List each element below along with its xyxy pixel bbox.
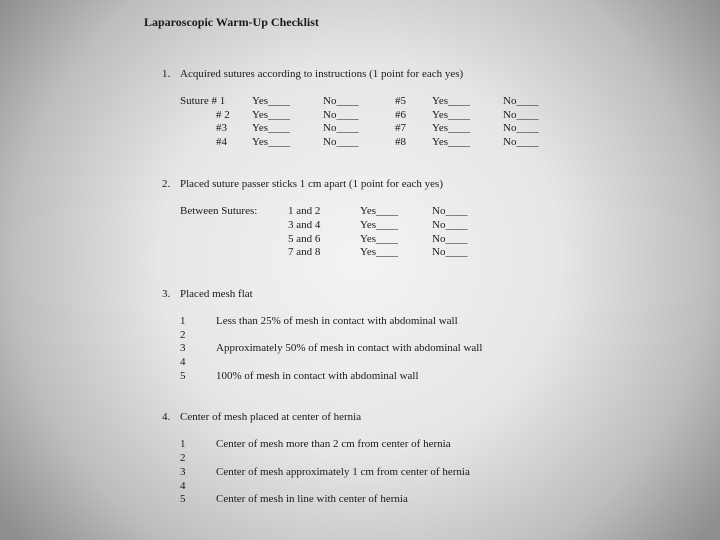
q1-row2-left-label: # 2 xyxy=(216,109,230,121)
q1-row2-left-yes: Yes____ xyxy=(252,109,291,121)
q4-item5-desc: Center of mesh in line with center of hernia xyxy=(216,493,408,505)
q2-row2-yes: Yes____ xyxy=(360,219,399,231)
q2-row2-pair: 3 and 4 xyxy=(288,219,321,231)
q3-item5-score: 5 xyxy=(180,370,186,382)
q1-row2-left-no: No____ xyxy=(323,109,359,121)
q1-row2-right-no: No____ xyxy=(503,109,539,121)
q4-item1-desc: Center of mesh more than 2 cm from center of hernia xyxy=(216,438,451,450)
q2-row2-no: No____ xyxy=(432,219,468,231)
q1-row3-right-no: No____ xyxy=(503,122,539,134)
q3-item4-score: 4 xyxy=(180,356,186,368)
q3-text: Placed mesh flat xyxy=(180,288,253,300)
q1-row1-left-label: Suture # 1 xyxy=(180,95,226,107)
q1-row4-right-label: #8 xyxy=(395,136,406,148)
q1-row2-right-label: #6 xyxy=(395,109,406,121)
q2-row4-no: No____ xyxy=(432,246,468,258)
q1-row1-right-no: No____ xyxy=(503,95,539,107)
q1-row3-right-label: #7 xyxy=(395,122,406,134)
q2-between-label: Between Sutures: xyxy=(180,205,258,217)
q3-number: 3. xyxy=(162,288,171,300)
q1-row3-left-no: No____ xyxy=(323,122,359,134)
q4-item3-score: 3 xyxy=(180,466,186,478)
q1-row3-left-label: #3 xyxy=(216,122,227,134)
q4-number: 4. xyxy=(162,411,171,423)
q1-row1-left-yes: Yes____ xyxy=(252,95,291,107)
q4-item3-desc: Center of mesh approximately 1 cm from center of hernia xyxy=(216,466,470,478)
q3-item1-score: 1 xyxy=(180,315,186,327)
q1-row3-left-yes: Yes____ xyxy=(252,122,291,134)
q1-number: 1. xyxy=(162,68,171,80)
q2-row4-pair: 7 and 8 xyxy=(288,246,321,258)
q2-row4-yes: Yes____ xyxy=(360,246,399,258)
q2-row3-yes: Yes____ xyxy=(360,233,399,245)
q4-item5-score: 5 xyxy=(180,493,186,505)
q2-row1-no: No____ xyxy=(432,205,468,217)
q2-row1-yes: Yes____ xyxy=(360,205,399,217)
q4-item1-score: 1 xyxy=(180,438,186,450)
q1-row1-right-yes: Yes____ xyxy=(432,95,471,107)
q1-row4-left-label: #4 xyxy=(216,136,227,148)
q1-row1-left-no: No____ xyxy=(323,95,359,107)
q2-row3-no: No____ xyxy=(432,233,468,245)
q4-item2-score: 2 xyxy=(180,452,186,464)
q3-item3-score: 3 xyxy=(180,342,186,354)
document-title: Laparoscopic Warm-Up Checklist xyxy=(144,15,319,29)
q3-item3-desc: Approximately 50% of mesh in contact with abdominal wall xyxy=(216,342,483,354)
q2-text: Placed suture passer sticks 1 cm apart (1 point for each yes) xyxy=(180,178,443,190)
q1-text: Acquired sutures according to instructions (1 point for each yes) xyxy=(180,68,464,80)
q1-row2-right-yes: Yes____ xyxy=(432,109,471,121)
q1-row4-left-yes: Yes____ xyxy=(252,136,291,148)
q4-text: Center of mesh placed at center of hernia xyxy=(180,411,362,423)
q2-row3-pair: 5 and 6 xyxy=(288,233,321,245)
q3-item2-score: 2 xyxy=(180,329,186,341)
q3-item1-desc: Less than 25% of mesh in contact with abdominal wall xyxy=(216,315,458,327)
q2-row1-pair: 1 and 2 xyxy=(288,205,321,217)
q2-number: 2. xyxy=(162,178,171,190)
q1-row4-right-yes: Yes____ xyxy=(432,136,471,148)
q1-row4-left-no: No____ xyxy=(323,136,359,148)
q4-item4-score: 4 xyxy=(180,480,186,492)
q1-row4-right-no: No____ xyxy=(503,136,539,148)
q1-row1-right-label: #5 xyxy=(395,95,406,107)
q1-row3-right-yes: Yes____ xyxy=(432,122,471,134)
q3-item5-desc: 100% of mesh in contact with abdominal wall xyxy=(216,370,419,382)
